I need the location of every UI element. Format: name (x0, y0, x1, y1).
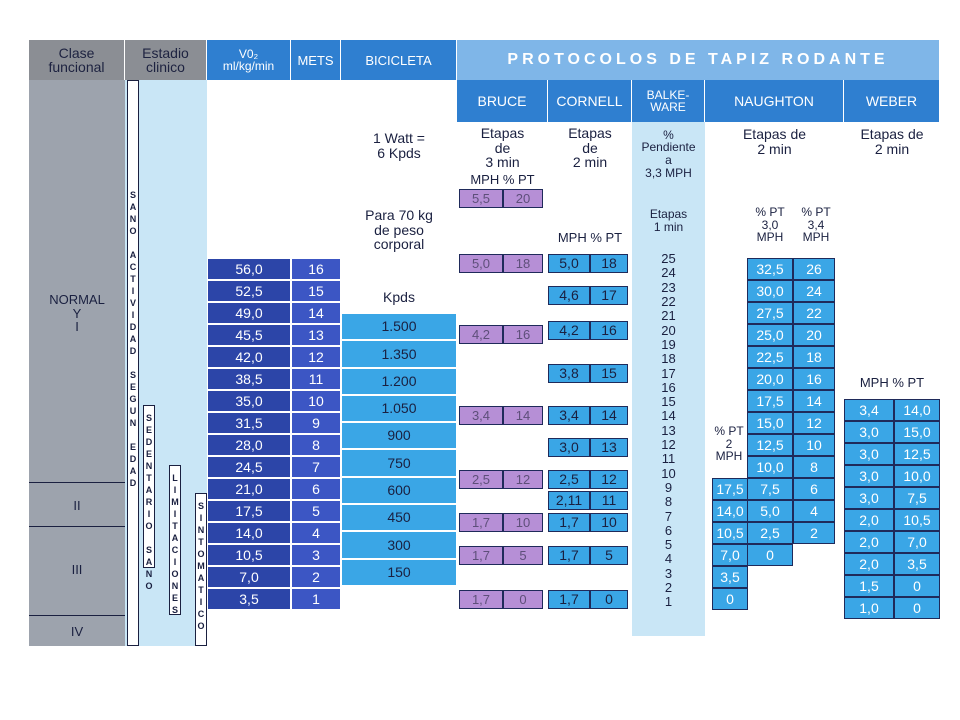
class-label-iii: III (71, 562, 83, 577)
bruce-pt-cell: 16 (503, 325, 543, 344)
naughton-34-cell: 16 (793, 368, 835, 390)
naughton-2-cell: 3,5 (712, 566, 748, 588)
cornell-mph-cell: 1,7 (548, 546, 590, 565)
bruce-mph-cell: 3,4 (459, 406, 503, 425)
header-bicicleta: BICICLETA (341, 40, 457, 80)
naughton-34-cell: 6 (793, 478, 835, 500)
mets-cell: 1 (291, 588, 341, 610)
naughton-30-cell: 12,5 (747, 434, 793, 456)
weber-pt-cell: 10,0 (894, 465, 940, 487)
weber-mph-cell: 3,0 (844, 487, 894, 509)
bruce-pt-cell: 18 (503, 254, 543, 273)
cornell-mph-cell: 1,7 (548, 590, 590, 609)
weber-stage-header: Etapas de 2 min (860, 126, 924, 157)
mets-cell: 2 (291, 566, 341, 588)
header-clase-funcional: Clase funcional (29, 40, 125, 80)
naughton-34-cell: 20 (793, 324, 835, 346)
weber-pt-cell: 0 (894, 597, 940, 619)
bruce-pt-cell: 20 (503, 189, 543, 208)
balke-stage-value: 9 (664, 479, 673, 495)
balke-stage-value: 11 (661, 451, 676, 467)
cornell-mph-cell: 3,0 (548, 438, 590, 457)
vo2-cell: 38,5 (207, 368, 291, 390)
cornell-pt-cell: 5 (590, 546, 628, 565)
naughton-34-cell: 4 (793, 500, 835, 522)
balke-stage-value: 25 (661, 251, 676, 267)
naughton-30-cell: 7,5 (747, 478, 793, 500)
cornell-pt-cell: 17 (590, 286, 628, 305)
balke-stage-value: 12 (661, 437, 676, 453)
weber-pt-cell: 7,5 (894, 487, 940, 509)
weber-mph-cell: 3,4 (844, 399, 894, 421)
vo2-cell: 10,5 (207, 544, 291, 566)
estadio-sintomatico: S I N T O M A T I C O (195, 493, 207, 646)
mets-cell: 7 (291, 456, 341, 478)
balke-stage-value: 10 (661, 465, 676, 481)
naughton-30-cell: 0 (747, 544, 793, 566)
bike-kpds-cell: 1.200 (341, 368, 457, 395)
weber-pt-cell: 3,5 (894, 553, 940, 575)
bike-watt-note: 1 Watt = 6 Kpds (372, 130, 425, 161)
weber-mph-cell: 3,0 (844, 465, 894, 487)
mets-cell: 8 (291, 434, 341, 456)
bruce-pt-cell: 5 (503, 546, 543, 565)
bike-unit: Kpds (383, 288, 415, 305)
naughton-30-cell: 5,0 (747, 500, 793, 522)
naughton-34-cell: 18 (793, 346, 835, 368)
naughton-34-cell: 2 (793, 522, 835, 544)
naughton-2-cell: 10,5 (712, 522, 748, 544)
cornell-pt-cell: 13 (590, 438, 628, 457)
bruce-pt-cell: 10 (503, 513, 543, 532)
mets-cell: 10 (291, 390, 341, 412)
cornell-mph-cell: 2,5 (548, 470, 590, 489)
weber-pt-cell: 12,5 (894, 443, 940, 465)
weber-pt-cell: 14,0 (894, 399, 940, 421)
cornell-pt-cell: 15 (590, 364, 628, 383)
balke-stage-value: 14 (661, 408, 676, 424)
bruce-pt-cell: 12 (503, 470, 543, 489)
naughton-30-cell: 15,0 (747, 412, 793, 434)
vo2-cell: 17,5 (207, 500, 291, 522)
header-mets: METS (291, 40, 341, 80)
balke-header: % Pendiente a 3,3 MPH (641, 127, 696, 180)
balke-stage-value: 6 (664, 522, 673, 538)
cornell-mph-cell: 1,7 (548, 513, 590, 532)
weber-pt-cell: 0 (894, 575, 940, 597)
cornell-mph-cell: 4,2 (548, 321, 590, 340)
class-label-normal: NORMAL Y I (49, 292, 105, 335)
naughton-30-cell: 27,5 (747, 302, 793, 324)
mets-cell: 9 (291, 412, 341, 434)
bike-weight-note: Para 70 kg de peso corporal (365, 206, 433, 253)
naughton-34-cell: 12 (793, 412, 835, 434)
naughton-2-cell: 17,5 (712, 478, 748, 500)
vo2-cell: 35,0 (207, 390, 291, 412)
naughton-34-cell: 22 (793, 302, 835, 324)
vo2-cell: 31,5 (207, 412, 291, 434)
balke-stage-value: 22 (661, 294, 676, 310)
estadio-limitaciones: L I M I T A C I O N E S (169, 465, 181, 615)
class-divider-2 (29, 526, 125, 527)
bruce-mph-cell: 1,7 (459, 590, 503, 609)
bike-kpds-cell: 300 (341, 531, 457, 558)
cornell-units: MPH % PT (557, 230, 623, 246)
estadio-sedentario-sano: S E D E N T A R I O S A N O (143, 405, 155, 568)
bruce-stage-header: Etapas de 3 min (480, 124, 525, 171)
weber-mph-cell: 1,5 (844, 575, 894, 597)
balke-stage-value: 18 (661, 351, 676, 367)
vo2-cell: 42,0 (207, 346, 291, 368)
bike-kpds-cell: 750 (341, 449, 457, 476)
balke-stage-value: 20 (661, 322, 676, 338)
vo2-cell: 21,0 (207, 478, 291, 500)
naughton-30-cell: 22,5 (747, 346, 793, 368)
header-vo2: V0₂ ml/kg/min (207, 40, 291, 80)
weber-mph-cell: 3,0 (844, 443, 894, 465)
vo2-cell: 14,0 (207, 522, 291, 544)
cornell-pt-cell: 18 (590, 254, 628, 273)
cornell-mph-cell: 4,6 (548, 286, 590, 305)
weber-pt-cell: 10,5 (894, 509, 940, 531)
header-estadio-clinico: Estadio clinico (125, 40, 207, 80)
balke-stage-value: 5 (664, 537, 673, 553)
class-divider-1 (29, 482, 125, 483)
cornell-pt-cell: 0 (590, 590, 628, 609)
balke-stage-value: 3 (664, 565, 673, 581)
vo2-cell: 28,0 (207, 434, 291, 456)
vo2-cell: 49,0 (207, 302, 291, 324)
class-label-iv: IV (70, 624, 84, 639)
bike-kpds-cell: 150 (341, 559, 457, 586)
naughton-30-cell: 25,0 (747, 324, 793, 346)
mets-cell: 11 (291, 368, 341, 390)
balke-stage-value: 7 (664, 508, 673, 524)
naughton-34-cell: 10 (793, 434, 835, 456)
balke-etapas: Etapas 1 min (649, 207, 688, 234)
balke-stage-value: 24 (661, 265, 676, 281)
bruce-pt-cell: 0 (503, 590, 543, 609)
weber-units: MPH % PT (859, 375, 925, 391)
naughton-30-cell: 10,0 (747, 456, 793, 478)
naughton-2-cell: 0 (712, 588, 748, 610)
naughton-34-cell: 24 (793, 280, 835, 302)
naughton-30-cell: 30,0 (747, 280, 793, 302)
bike-kpds-cell: 1.350 (341, 340, 457, 367)
balke-stage-value: 15 (661, 394, 676, 410)
naughton-header-2: % PT 2 MPH (714, 424, 744, 464)
bike-kpds-cell: 600 (341, 477, 457, 504)
vo2-cell: 52,5 (207, 280, 291, 302)
cornell-mph-cell: 3,8 (548, 364, 590, 383)
cornell-mph-cell: 3,4 (548, 406, 590, 425)
mets-cell: 14 (291, 302, 341, 324)
mets-cell: 5 (291, 500, 341, 522)
balke-stage-value: 23 (661, 279, 676, 295)
balke-stage-value: 1 (664, 594, 673, 610)
vo2-cell: 56,0 (207, 258, 291, 280)
bruce-units: MPH % PT (470, 172, 535, 188)
weber-pt-cell: 7,0 (894, 531, 940, 553)
header-bruce: BRUCE (457, 80, 548, 122)
naughton-30-cell: 17,5 (747, 390, 793, 412)
bruce-mph-cell: 1,7 (459, 513, 503, 532)
cornell-stage-header: Etapas de 2 min (568, 124, 612, 171)
balke-stage-value: 2 (664, 580, 673, 596)
naughton-stage-header: Etapas de 2 min (742, 126, 807, 157)
bruce-mph-cell: 4,2 (459, 325, 503, 344)
weber-mph-cell: 3,0 (844, 421, 894, 443)
bruce-mph-cell: 1,7 (459, 546, 503, 565)
cornell-mph-cell: 2,11 (548, 491, 590, 510)
naughton-34-cell: 26 (793, 258, 835, 280)
bruce-mph-cell: 5,5 (459, 189, 503, 208)
naughton-header-30: % PT 3,0 MPH (755, 205, 785, 245)
balke-stage-value: 8 (664, 494, 673, 510)
balke-stage-value: 16 (661, 379, 676, 395)
bike-kpds-cell: 900 (341, 422, 457, 449)
bruce-mph-cell: 2,5 (459, 470, 503, 489)
cornell-mph-cell: 5,0 (548, 254, 590, 273)
balke-stage-value: 17 (661, 365, 676, 381)
naughton-30-cell: 20,0 (747, 368, 793, 390)
estadio-sano-actividad: S A N O A C T I V I D A D S E G U N E D A D (127, 80, 139, 646)
balke-stage-value: 19 (661, 336, 676, 352)
mets-cell: 15 (291, 280, 341, 302)
bike-kpds-cell: 1.500 (341, 313, 457, 340)
bruce-mph-cell: 5,0 (459, 254, 503, 273)
weber-mph-cell: 2,0 (844, 509, 894, 531)
exercise-protocol-table (29, 40, 940, 646)
cornell-pt-cell: 16 (590, 321, 628, 340)
cornell-pt-cell: 10 (590, 513, 628, 532)
vo2-cell: 24,5 (207, 456, 291, 478)
naughton-2-cell: 14,0 (712, 500, 748, 522)
header-naughton: NAUGHTON (705, 80, 844, 122)
mets-cell: 13 (291, 324, 341, 346)
class-label-ii: II (73, 498, 81, 513)
naughton-34-cell: 8 (793, 456, 835, 478)
weber-mph-cell: 1,0 (844, 597, 894, 619)
mets-cell: 6 (291, 478, 341, 500)
naughton-34-cell: 14 (793, 390, 835, 412)
mets-cell: 12 (291, 346, 341, 368)
bruce-pt-cell: 14 (503, 406, 543, 425)
cornell-pt-cell: 14 (590, 406, 628, 425)
bike-kpds-cell: 1.050 (341, 395, 457, 422)
weber-mph-cell: 2,0 (844, 531, 894, 553)
naughton-30-cell: 2,5 (747, 522, 793, 544)
bike-kpds-cell: 450 (341, 504, 457, 531)
class-divider-3 (29, 615, 125, 616)
mets-cell: 3 (291, 544, 341, 566)
balke-stage-value: 4 (664, 551, 673, 567)
mets-cell: 16 (291, 258, 341, 280)
naughton-2-cell: 7,0 (712, 544, 748, 566)
header-protocolos: PROTOCOLOS DE TAPIZ RODANTE (457, 40, 940, 80)
balke-stage-value: 21 (661, 308, 676, 324)
vo2-cell: 7,0 (207, 566, 291, 588)
header-balkeware: BALKE- WARE (632, 80, 705, 122)
vo2-cell: 3,5 (207, 588, 291, 610)
cornell-pt-cell: 11 (590, 491, 628, 510)
header-weber: WEBER (844, 80, 940, 122)
header-cornell: CORNELL (548, 80, 632, 122)
weber-mph-cell: 2,0 (844, 553, 894, 575)
naughton-30-cell: 32,5 (747, 258, 793, 280)
mets-cell: 4 (291, 522, 341, 544)
balke-stage-value: 13 (661, 422, 676, 438)
vo2-cell: 45,5 (207, 324, 291, 346)
weber-pt-cell: 15,0 (894, 421, 940, 443)
naughton-header-34: % PT 3,4 MPH (801, 205, 831, 245)
left-panel (29, 40, 125, 646)
cornell-pt-cell: 12 (590, 470, 628, 489)
